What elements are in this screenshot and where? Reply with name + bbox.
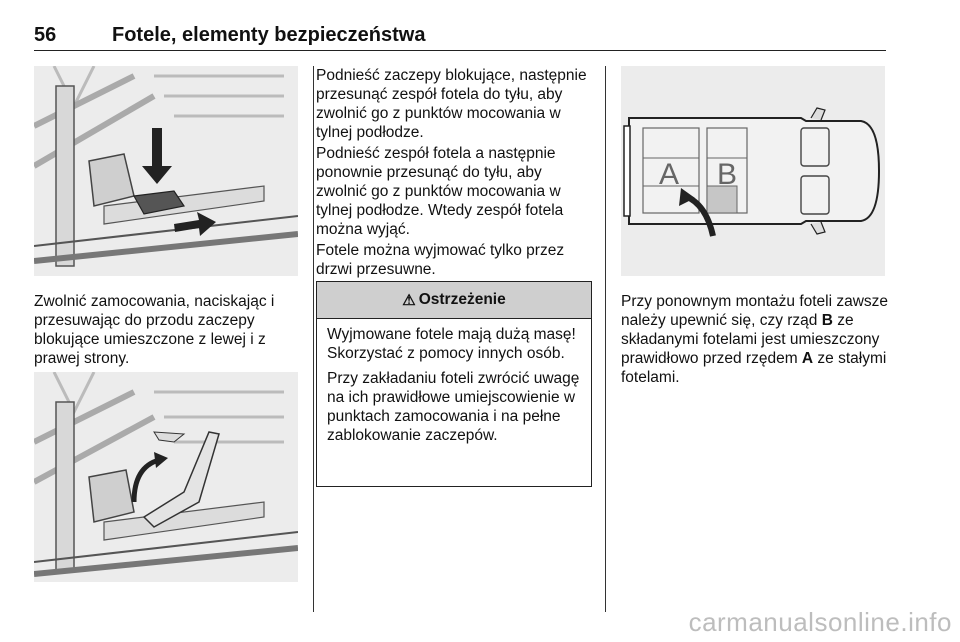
row-a-reference: A — [801, 350, 814, 367]
seat-row-a-label: A — [659, 158, 680, 191]
page-number: 56 — [34, 24, 57, 46]
row-b-reference: B — [821, 312, 833, 329]
watermark: carmanualsonline.info — [688, 607, 952, 637]
figure-lift-latch — [34, 372, 298, 582]
warning-title: Ostrzeżenie — [418, 291, 506, 308]
paragraph-reinstall — [621, 292, 889, 387]
seat-row-b-label: B — [717, 158, 738, 191]
page-title: Fotele, elementy bezpieczeństwa — [112, 24, 426, 46]
reinstall-text-2: ze składanymi fotelami jest umieszczony prawidłowo przed rzędem — [621, 312, 880, 367]
page-header — [34, 22, 886, 51]
reinstall-text-3: ze stałymi fotelami. — [621, 350, 887, 386]
column-divider — [313, 66, 314, 612]
warning-box — [316, 281, 592, 487]
column-divider — [605, 66, 606, 612]
warning-triangle-icon: ⚠ — [402, 292, 416, 309]
paragraph-step-2: Podnieść zespół fotela a następnie ponownie przesunąć do tyłu, aby zwolnić go z punktów mocowania w tylnej podłodze. Wtedy zespół fotela można wyjąć. — [316, 145, 564, 238]
figure-release-latch — [34, 66, 298, 276]
paragraph-release: Zwolnić zamocowania, naciskając i przesuwając do przodu zaczepy blokujące umieszczone z lewej i z prawej strony. — [34, 293, 275, 367]
paragraph-step-3: Fotele można wyjmować tylko przez drzwi przesuwne. — [316, 242, 565, 278]
paragraph-step-1: Podnieść zaczepy blokujące, następnie przesunąć zespół fotela do tyłu, aby zwolnić go z punktów mocowania w tylnej podłodze. — [316, 67, 587, 141]
warning-body — [317, 319, 591, 445]
reinstall-text-1: Przy ponownym montażu foteli zawsze należy upewnić się, czy rząd — [621, 293, 889, 329]
figure-seat-layout — [621, 66, 885, 276]
warning-header — [317, 282, 591, 319]
warning-paragraph: Wyjmowane fotele mają dużą masę! Skorzystać z pomocy innych osób. — [327, 326, 576, 362]
warning-paragraph: Przy zakładaniu foteli zwrócić uwagę na ich prawidłowe umiejscowienie w punktach zamocowania i na pełne zablokowanie zaczepów. — [327, 370, 580, 444]
